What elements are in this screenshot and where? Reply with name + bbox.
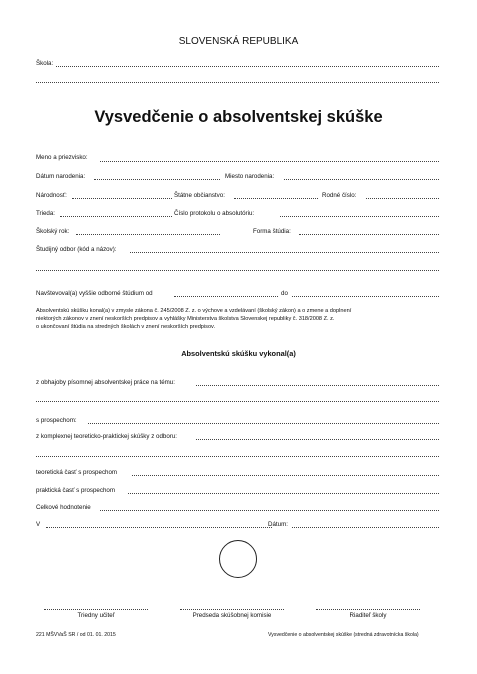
law-text-line-1: Absolventskú skúšku konal(a) v zmysle zákona č. 245/2008 Z. z. o výchove a vzdelávaní (školský zákon) a o zmene a doplnení xyxy=(36,308,352,314)
school-field[interactable] xyxy=(56,66,439,67)
teacher-signature-label: Triedny učiteľ xyxy=(77,612,115,619)
theory-label: teoretická časť s prospechom xyxy=(36,469,118,476)
study-field-field[interactable] xyxy=(130,252,439,253)
study-field-label: Študijný odbor (kód a názov): xyxy=(36,246,117,253)
place-label: V xyxy=(36,521,41,528)
date-field[interactable] xyxy=(292,527,439,528)
place-field[interactable] xyxy=(46,527,272,528)
thesis-grade-label: s prospechom: xyxy=(36,417,77,424)
chair-signature-label: Predseda skúšobnej komisie xyxy=(192,612,272,619)
document-title: Vysvedčenie o absolventskej skúške xyxy=(94,108,383,126)
study-field-line2[interactable] xyxy=(36,270,439,271)
law-text-line-2: niektorých zákonov v znení neskorších predpisov a vyhlášky Ministerstva školstva Slovenskej republiky č. 318/2008 Z. z. xyxy=(36,316,335,322)
birth-place-label: Miesto narodenia: xyxy=(225,173,275,180)
complex-exam-field[interactable] xyxy=(196,439,439,440)
date-label: Dátum: xyxy=(268,521,288,528)
birth-number-field[interactable] xyxy=(366,198,439,199)
law-text-line-3: o ukončovaní štúdia na stredných školách v znení neskorších predpisov. xyxy=(36,324,215,330)
overall-label: Celkové hodnotenie xyxy=(36,504,91,511)
study-form-field[interactable] xyxy=(299,234,439,235)
nationality-label: Národnosť: xyxy=(36,192,67,199)
citizenship-label: Štátne občianstvo: xyxy=(174,192,225,199)
attended-to-field[interactable] xyxy=(292,296,439,297)
birth-date-field[interactable] xyxy=(94,179,220,180)
thesis-grade-field[interactable] xyxy=(88,423,439,424)
attended-label: Navštevoval(a) vyššie odborné štúdium od xyxy=(36,290,153,297)
footer-form-code: 221 MŠVVaŠ SR / od 01. 01. 2015 xyxy=(36,632,116,638)
name-label: Meno a priezvisko: xyxy=(36,154,88,161)
footer-document-name: Vysvedčenie o absolventskej skúške (stredná zdravotnícka škola) xyxy=(268,632,419,638)
attended-from-field[interactable] xyxy=(174,296,278,297)
name-field[interactable] xyxy=(100,161,439,162)
country-heading: SLOVENSKÁ REPUBLIKA xyxy=(178,36,299,47)
exam-heading: Absolventskú skúšku vykonal(a) xyxy=(181,349,296,358)
thesis-field[interactable] xyxy=(196,385,439,386)
class-label: Trieda: xyxy=(36,210,56,217)
overall-field[interactable] xyxy=(100,510,439,511)
study-form-label: Forma štúdia: xyxy=(253,228,291,235)
nationality-field[interactable] xyxy=(72,198,172,199)
complex-exam-label: z komplexnej teoreticko-praktickej skúšky z odboru: xyxy=(36,433,177,440)
theory-field[interactable] xyxy=(132,475,439,476)
class-field[interactable] xyxy=(60,216,172,217)
birth-place-field[interactable] xyxy=(284,179,439,180)
school-year-label: Školský rok: xyxy=(36,228,70,235)
practice-field[interactable] xyxy=(128,493,439,494)
protocol-label: Číslo protokolu o absolutóriu: xyxy=(174,210,255,217)
school-label: Škola: xyxy=(36,60,54,67)
birth-date-label: Dátum narodenia: xyxy=(36,173,86,180)
director-signature-label: Riaditeľ školy xyxy=(349,612,387,619)
birth-number-label: Rodné číslo: xyxy=(322,192,357,199)
thesis-label: z obhajoby písomnej absolventskej práce na tému: xyxy=(36,379,175,386)
complex-exam-line2[interactable] xyxy=(36,456,439,457)
school-field-line2[interactable] xyxy=(36,82,439,83)
thesis-field-line2[interactable] xyxy=(36,401,439,402)
official-stamp-circle xyxy=(219,540,257,578)
protocol-field[interactable] xyxy=(280,216,439,217)
chair-signature-line[interactable] xyxy=(180,609,284,610)
teacher-signature-line[interactable] xyxy=(44,609,148,610)
school-year-field[interactable] xyxy=(76,234,220,235)
citizenship-field[interactable] xyxy=(234,198,318,199)
attended-to-label: do xyxy=(281,290,288,297)
director-signature-line[interactable] xyxy=(316,609,420,610)
practice-label: praktická časť s prospechom xyxy=(36,487,116,494)
